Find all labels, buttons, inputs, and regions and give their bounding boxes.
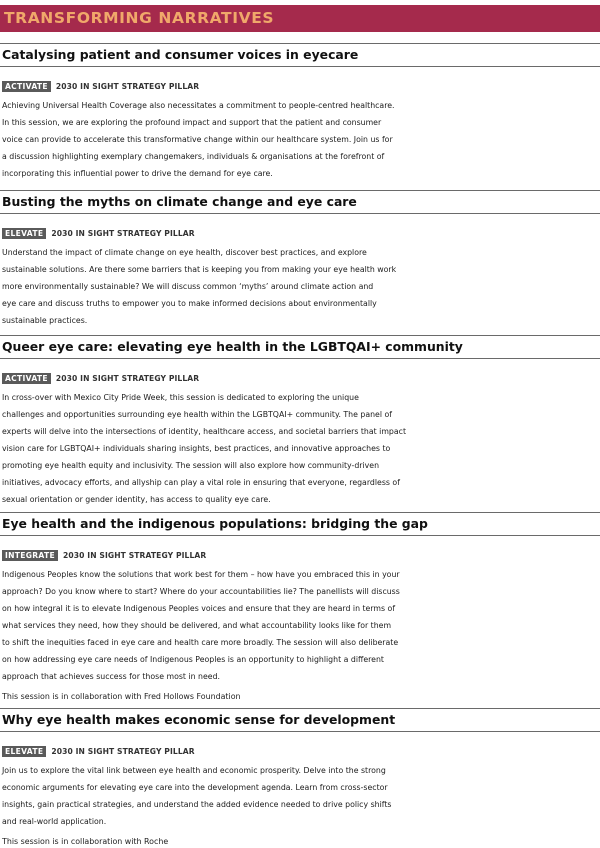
description-line: promoting eye health equity and inclusivity. The session will also explore how community-driven xyxy=(2,461,380,470)
pillar-tag xyxy=(0,549,600,561)
divider xyxy=(0,66,600,67)
description-line: what services they need, how they should be delivered, and what accountability looks like for them xyxy=(2,621,392,630)
divider xyxy=(0,190,600,191)
session-title: Queer eye care: elevating eye health in the LGBTQAI+ community xyxy=(2,339,463,354)
pillar-badge: ELEVATE xyxy=(2,746,46,757)
divider xyxy=(0,358,600,359)
description-line: Indigenous Peoples know the solutions that work best for them – how have you embraced this in your xyxy=(2,570,400,579)
pillar-tag xyxy=(0,80,600,92)
description-line: to shift the inequities faced in eye care and health care more broadly. The session will also deliberate xyxy=(2,638,399,647)
session-description xyxy=(0,566,600,685)
divider xyxy=(0,335,600,336)
pillar-tag xyxy=(0,227,600,239)
pillar-label: 2030 IN SIGHT STRATEGY PILLAR xyxy=(51,746,195,756)
pillar-label: 2030 IN SIGHT STRATEGY PILLAR xyxy=(51,228,195,238)
divider xyxy=(0,512,600,513)
description-line: insights, gain practical strategies, and understand the added evidence needed to drive policy shifts xyxy=(2,800,392,809)
description-line: economic arguments for elevating eye care into the development agenda. Learn from cross-sector xyxy=(2,783,388,792)
description-line: and real-world application. xyxy=(2,817,107,826)
description-line: on how addressing eye care needs of Indigenous Peoples is an opportunity to highlight a different xyxy=(2,655,384,664)
collaboration-note: This session is in collaboration with Fred Hollows Foundation xyxy=(2,692,241,701)
description-line: eye care and discuss truths to empower you to make informed decisions about environmentally xyxy=(2,299,377,308)
description-line: sustainable practices. xyxy=(2,316,88,325)
pillar-tag xyxy=(0,372,600,384)
session-description xyxy=(0,244,600,329)
description-line: incorporating this influential power to drive the demand for eye care. xyxy=(2,169,273,178)
description-line: voice can provide to accelerate this transformative change within our healthcare system. Join us for xyxy=(2,135,393,144)
description-line: initiatives, advocacy efforts, and allyship can play a vital role in ensuring that everyone, regardless of xyxy=(2,478,400,487)
description-line: challenges and opportunities surrounding eye health within the LGBTQAI+ community. The panel of xyxy=(2,410,393,419)
pillar-label: 2030 IN SIGHT STRATEGY PILLAR xyxy=(55,373,200,383)
divider xyxy=(0,43,600,44)
description-line: on how integral it is to elevate Indigenous Peoples voices and ensure that they are heard in terms of xyxy=(2,604,396,613)
description-line: more environmentally sustainable? We will discuss common ‘myths’ around climate action and xyxy=(2,282,374,291)
divider xyxy=(0,731,600,732)
section-banner: TRANSFORMING NARRATIVES xyxy=(0,5,600,32)
description-line: sustainable solutions. Are there some barriers that is keeping you from making your eye health work xyxy=(2,265,397,274)
session-title: Catalysing patient and consumer voices in eyecare xyxy=(2,47,359,62)
pillar-badge: ELEVATE xyxy=(2,228,46,239)
collaboration-note: This session is in collaboration with Roche xyxy=(2,837,169,846)
session-title: Eye health and the indigenous populations: bridging the gap xyxy=(2,516,428,531)
divider xyxy=(0,213,600,214)
description-line: Join us to explore the vital link between eye health and economic prosperity. Delve into the strong xyxy=(2,766,386,775)
pillar-badge: ACTIVATE xyxy=(2,373,51,384)
description-line: sexual orientation or gender identity, has access to quality eye care. xyxy=(2,495,271,504)
description-line: In this session, we are exploring the profound impact and support that the patient and consumer xyxy=(2,118,382,127)
session-description xyxy=(0,97,600,182)
description-line: vision care for LGBTQAI+ individuals sharing insights, best practices, and innovative approaches to xyxy=(2,444,391,453)
pillar-badge: ACTIVATE xyxy=(2,81,51,92)
divider xyxy=(0,535,600,536)
session-title: Why eye health makes economic sense for development xyxy=(2,712,396,727)
session-block xyxy=(0,335,600,508)
description-line: Understand the impact of climate change on eye health, discover best practices, and explore xyxy=(2,248,367,257)
description-line: experts will delve into the intersections of identity, healthcare access, and societal barriers that impact xyxy=(2,427,407,436)
description-line: Achieving Universal Health Coverage also necessitates a commitment to people-centred healthcare. xyxy=(2,101,395,110)
session-description xyxy=(0,762,600,830)
session-block xyxy=(0,190,600,329)
description-line: In cross-over with Mexico City Pride Week, this session is dedicated to exploring the unique xyxy=(2,393,359,402)
session-block xyxy=(0,512,600,701)
pillar-badge: INTEGRATE xyxy=(2,550,58,561)
description-line: approach that achieves success for those most in need. xyxy=(2,672,220,681)
pillar-label: 2030 IN SIGHT STRATEGY PILLAR xyxy=(62,550,207,560)
pillar-tag xyxy=(0,745,600,757)
session-description xyxy=(0,389,600,508)
description-line: approach? Do you know where to start? Where do your accountabilities lie? The panellists will discuss xyxy=(2,587,400,596)
session-title: Busting the myths on climate change and eye care xyxy=(2,194,357,209)
divider xyxy=(0,708,600,709)
pillar-label: 2030 IN SIGHT STRATEGY PILLAR xyxy=(55,81,200,91)
session-block xyxy=(0,708,600,846)
description-line: a discussion highlighting exemplary changemakers, individuals & organisations at the forefront of xyxy=(2,152,385,161)
session-block xyxy=(0,43,600,182)
